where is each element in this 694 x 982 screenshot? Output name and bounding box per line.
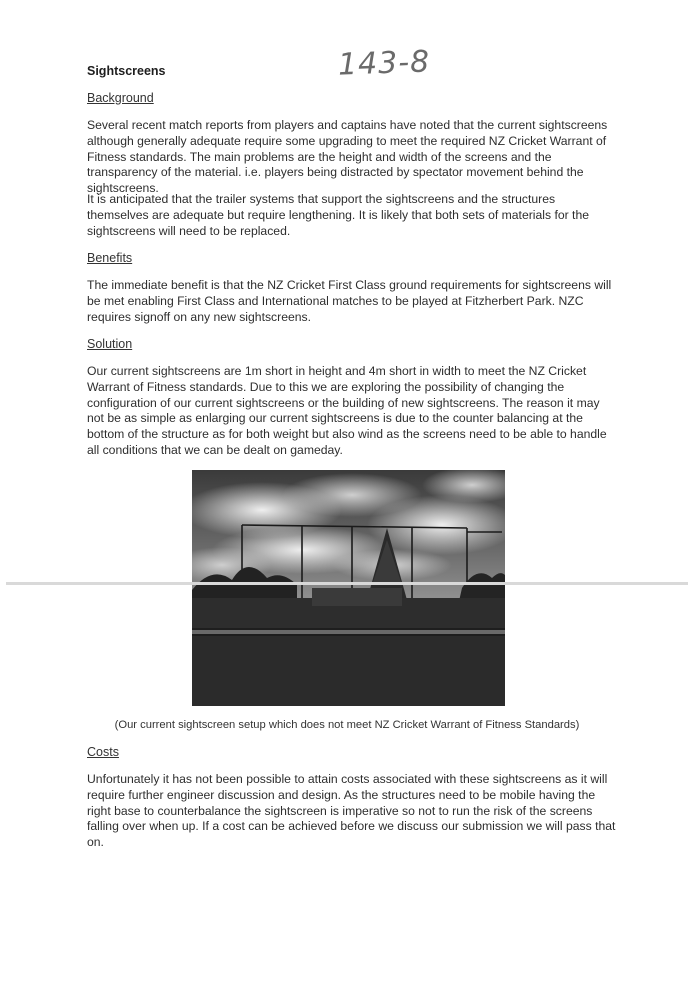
benefits-paragraph: The immediate benefit is that the NZ Cricket First Class ground requirements for sightscreens will be met enabling First Class and International matches to be played at Fitzherbert Park. NZC requires signoff on any new sightscreens. xyxy=(87,278,612,324)
handwritten-note: 143-8 xyxy=(337,44,431,83)
costs-paragraph: Unfortunately it has not been possible to attain costs associated with these sightscreens as it will require further engineer discussion and design. As the structures need to be mobile having the right base to counterbalance the sightscreen is imperative so not to run the risk of the screens falling over when up. If a cost can be achieved before we discuss our submission we will pass that on. xyxy=(87,772,616,850)
background-paragraph-1: Several recent match reports from players and captains have noted that the current sightscreens although generally adequate require some upgrading to meet the required NZ Cricket Warrant of Fitness standards. The main problems are the height and width of the screens and the transparency of the material. i.e. players being distracted by spectator movement behind the sightscreens. xyxy=(87,118,608,196)
page-title: Sightscreens xyxy=(87,64,166,78)
solution-paragraph: Our current sightscreens are 1m short in height and 4m short in width to meet the NZ Cricket Warrant of Fitness standards. Due to this we are exploring the possibility of changing the configuration of our current sightscreens or the building of new sightscreens. The reason it may not be as simple as enlarging our current sightscreens is due to the counter balancing at the bottom of the structure as for both weight but also wind as the screens need to be able to handle all conditions that we can be dealt on gameday. xyxy=(87,364,607,457)
heading-solution: Solution xyxy=(87,337,133,351)
background-paragraph-2: It is anticipated that the trailer systems that support the sightscreens and the structures themselves are adequate but require lengthening. It is likely that both sets of materials for the sightscreens will need to be replaced. xyxy=(87,192,590,238)
heading-costs: Costs xyxy=(87,745,119,759)
heading-background: Background xyxy=(87,91,154,105)
sightscreen-photo xyxy=(192,470,505,706)
scan-line xyxy=(6,582,688,585)
heading-benefits: Benefits xyxy=(87,251,133,265)
photo-caption: (Our current sightscreen setup which does not meet NZ Cricket Warrant of Fitness Standards) xyxy=(114,719,580,731)
